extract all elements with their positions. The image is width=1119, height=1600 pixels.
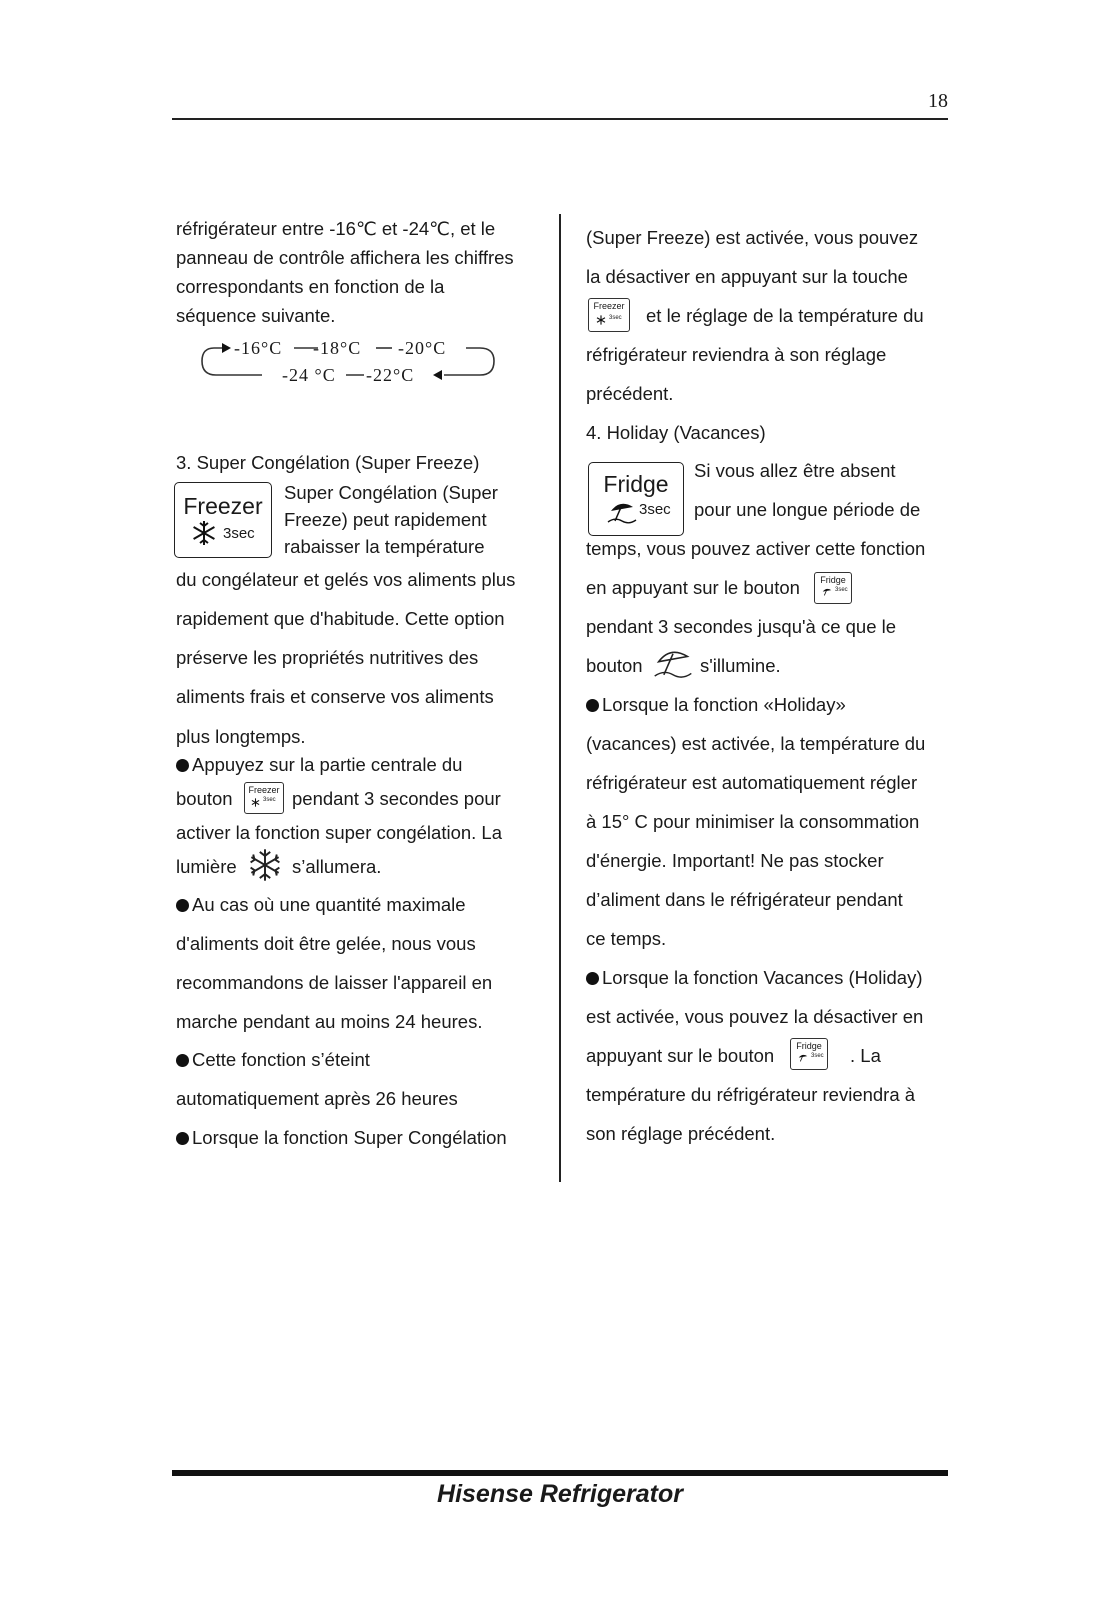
bullet-item: Cette fonction s’éteint — [176, 1049, 370, 1071]
right-text: réfrigérateur reviendra à son réglage — [586, 344, 887, 365]
footer-brand: Hisense Refrigerator — [437, 1480, 683, 1508]
bullet-text: est activée, vous pouvez la désactiver en — [586, 1006, 924, 1027]
right-text: en appuyant sur le bouton — [586, 577, 800, 598]
bullet-dot — [586, 699, 599, 712]
mini-button-sec: 3sec — [263, 797, 276, 803]
freezer-button-label: Freezer — [183, 493, 263, 519]
bullet-item: Au cas où une quantité maximale — [176, 894, 466, 916]
snowflake-icon — [596, 315, 606, 325]
fridge-button-label: Fridge — [603, 471, 669, 497]
mini-button-sec: 3sec — [811, 1053, 824, 1059]
section-3-body: plus longtemps. — [176, 726, 306, 747]
freezer-button-sec: 3sec — [223, 525, 255, 542]
right-text: (Super Freeze) est activée, vous pouvez — [586, 227, 919, 248]
section-3-body: aliments frais et conserve vos aliments — [176, 686, 494, 707]
sequence-temp-20: -20°C — [398, 338, 447, 358]
bullet-dot — [176, 1132, 189, 1145]
umbrella-icon — [821, 587, 833, 597]
bullet-text: à 15° C pour minimiser la consommation — [586, 811, 920, 832]
umbrella-icon — [607, 499, 637, 525]
section-4-side-text: pour une longue période de — [694, 499, 921, 520]
bullet-text: son réglage précédent. — [586, 1123, 776, 1144]
right-text: pendant 3 secondes jusqu'à ce que le — [586, 616, 897, 637]
section-4-title: 4. Holiday (Vacances) — [586, 422, 766, 443]
fridge-button-sec: 3sec — [639, 501, 671, 518]
mini-button-sec: 3sec — [835, 587, 848, 593]
mini-button-label: Fridge — [820, 575, 846, 585]
bullet-text: activer la fonction super congélation. La — [176, 822, 503, 843]
snowflake-icon — [251, 798, 260, 807]
right-text: et le réglage de la température du — [646, 305, 924, 326]
bullet-text: bouton — [176, 788, 233, 809]
bullet-text: automatiquement après 26 heures — [176, 1088, 458, 1109]
bullet-dot — [176, 1054, 189, 1067]
bullet-text: température du réfrigérateur reviendra à — [586, 1084, 916, 1105]
fridge-mini-button — [814, 572, 852, 604]
sequence-temp-16: -16°C — [234, 338, 283, 358]
right-text: s'illumine. — [700, 655, 781, 676]
umbrella-icon — [797, 1053, 809, 1063]
arrow-left-icon — [433, 370, 442, 380]
freezer-panel-button — [174, 482, 272, 558]
section-3-body: du congélateur et gelés vos aliments plus — [176, 569, 516, 590]
intro-line: correspondants en fonction de la — [176, 276, 445, 297]
bullet-text: d'énergie. Important! Ne pas stocker — [586, 850, 884, 871]
bullet-text: lumière — [176, 856, 237, 877]
bullet-text: pendant 3 secondes pour — [292, 788, 501, 809]
snowflake-icon — [191, 520, 217, 546]
bullet-text: appuyant sur le bouton — [586, 1045, 775, 1066]
section-3-side-text: rabaisser la température — [284, 536, 485, 557]
bullet-text: d’aliment dans le réfrigérateur pendant — [586, 889, 903, 910]
bullet-item: Appuyez sur la partie centrale du — [176, 754, 462, 776]
freezer-mini-button — [588, 298, 630, 332]
page-number: 18 — [928, 90, 948, 112]
intro-line: réfrigérateur entre -16℃ et -24℃, et le — [176, 218, 496, 239]
bullet-text: réfrigérateur est automatiquement régler — [586, 772, 918, 793]
right-text: la désactiver en appuyant sur la touche — [586, 266, 908, 287]
intro-line: séquence suivante. — [176, 305, 336, 326]
bullet-text: ce temps. — [586, 928, 667, 949]
section-4-side-text: Si vous allez être absent — [694, 460, 896, 481]
bullet-text: marche pendant au moins 24 heures. — [176, 1011, 483, 1032]
bullet-text: recommandons de laisser l'appareil en — [176, 972, 493, 993]
bullet-item: Lorsque la fonction Super Congélation — [176, 1127, 507, 1149]
mini-button-label: Freezer — [248, 785, 280, 795]
freezer-mini-button — [244, 782, 284, 814]
fridge-mini-button — [790, 1038, 828, 1070]
bullet-text: . La — [850, 1045, 881, 1066]
column-divider — [559, 214, 561, 1182]
sequence-temp-24: -24 °C — [282, 365, 336, 385]
header-rule — [172, 118, 948, 120]
section-3-body: préserve les propriétés nutritives des — [176, 647, 479, 668]
bullet-item: Lorsque la fonction «Holiday» — [586, 694, 846, 716]
bullet-item: Lorsque la fonction Vacances (Holiday) — [586, 967, 923, 989]
section-3-side-text: Freeze) peut rapidement — [284, 509, 487, 530]
section-3-body: rapidement que d'habitude. Cette option — [176, 608, 505, 629]
sequence-temp-18: -18°C — [313, 338, 362, 358]
right-text: bouton — [586, 655, 643, 676]
fridge-panel-button — [588, 462, 684, 536]
mini-button-label: Freezer — [593, 301, 625, 311]
arrow-right-icon — [222, 343, 231, 353]
snowflake-light-icon — [248, 848, 282, 882]
bullet-dot — [586, 972, 599, 985]
bullet-text: (vacances) est activée, la température du — [586, 733, 926, 754]
right-text: temps, vous pouvez activer cette fonction — [586, 538, 926, 559]
footer-rule — [172, 1470, 948, 1476]
mini-button-sec: 3sec — [609, 315, 622, 321]
bullet-text: s’allumera. — [292, 856, 382, 877]
holiday-umbrella-light-icon — [652, 646, 694, 680]
right-text: précédent. — [586, 383, 674, 404]
sequence-temp-22: -22°C — [366, 365, 415, 385]
section-3-title: 3. Super Congélation (Super Freeze) — [176, 452, 480, 473]
bullet-dot — [176, 759, 189, 772]
intro-line: panneau de contrôle affichera les chiffres — [176, 247, 514, 268]
bullet-dot — [176, 899, 189, 912]
mini-button-label: Fridge — [796, 1041, 822, 1051]
section-3-side-text: Super Congélation (Super — [284, 482, 498, 503]
bullet-text: d'aliments doit être gelée, nous vous — [176, 933, 476, 954]
